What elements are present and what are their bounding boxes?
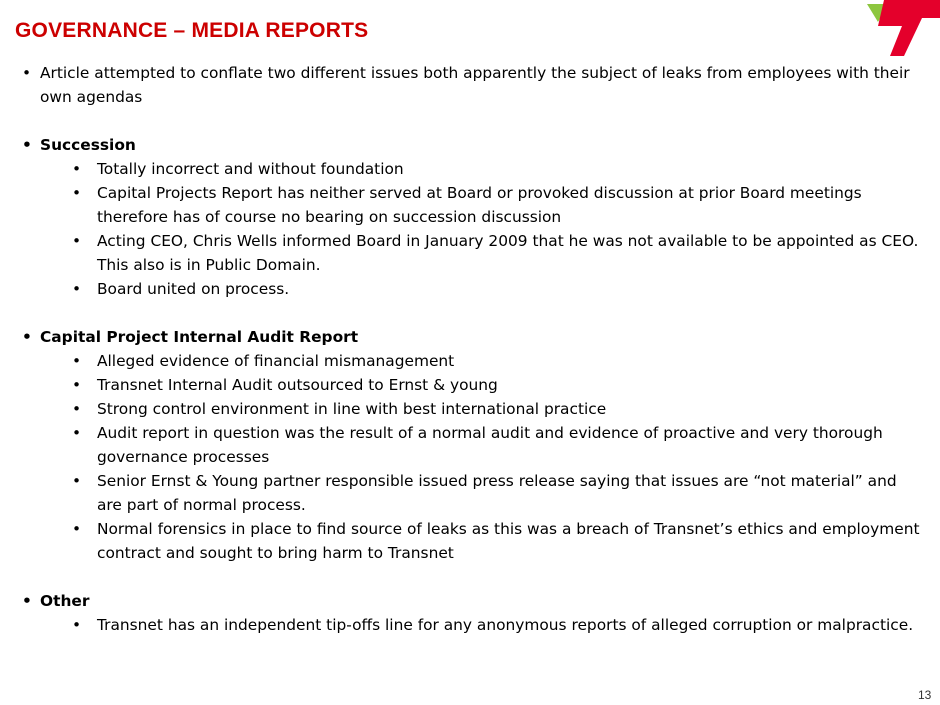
bullet-icon: • (72, 472, 82, 490)
bullet-icon: • (72, 424, 82, 442)
bullet-icon: • (72, 280, 82, 298)
section-heading-audit-report: • Capital Project Internal Audit Report (22, 325, 922, 349)
list-item: • Alleged evidence of financial mismanagement (22, 349, 922, 373)
list-item: • Totally incorrect and without foundation (22, 157, 922, 181)
list-item: • Normal forensics in place to find source of leaks as this was a breach of Transnet’s ethics and employment contract and sought to bring harm to Transnet (22, 517, 922, 565)
bullet-icon: • (22, 64, 32, 82)
list-item: • Board united on process. (22, 277, 922, 301)
bullet-icon: • (72, 352, 82, 370)
list-item: • Transnet Internal Audit outsourced to Ernst & young (22, 373, 922, 397)
logo-red-shape (878, 0, 940, 56)
intro-text: Article attempted to conflate two different issues both apparently the subject of leaks from employees with their own agendas (40, 64, 910, 106)
bullet-icon: • (72, 184, 82, 202)
bullet-icon: • (72, 520, 82, 538)
list-item: • Acting CEO, Chris Wells informed Board in January 2009 that he was not available to be appointed as CEO. This also is in Public Domain. (22, 229, 922, 277)
slide-title: GOVERNANCE – MEDIA REPORTS (15, 19, 369, 42)
list-item: • Capital Projects Report has neither served at Board or provoked discussion at prior Board meetings therefore has of course no bearing on succession discussion (22, 181, 922, 229)
bullet-icon: • (72, 400, 82, 418)
bullet-icon: • (72, 376, 82, 394)
list-item: • Transnet has an independent tip-offs line for any anonymous reports of alleged corruption or malpractice. (22, 613, 922, 637)
bullet-icon: • (22, 592, 32, 610)
page-number: 13 (918, 688, 932, 702)
intro-bullet (22, 61, 922, 109)
bullet-icon: • (22, 136, 32, 154)
list-item: • Audit report in question was the result of a normal audit and evidence of proactive and very thorough governance processes (22, 421, 922, 469)
list-item: • Strong control environment in line with best international practice (22, 397, 922, 421)
section-heading-other: • Other (22, 589, 922, 613)
bullet-icon: • (72, 232, 82, 250)
bullet-icon: • (72, 616, 82, 634)
section-heading-succession: • Succession (22, 133, 922, 157)
bullet-icon: • (72, 160, 82, 178)
slide-body (22, 61, 922, 637)
bullet-icon: • (22, 328, 32, 346)
list-item: • Senior Ernst & Young partner responsible issued press release saying that issues are “not material” and are part of normal process. (22, 469, 922, 517)
transnet-logo (860, 0, 940, 58)
